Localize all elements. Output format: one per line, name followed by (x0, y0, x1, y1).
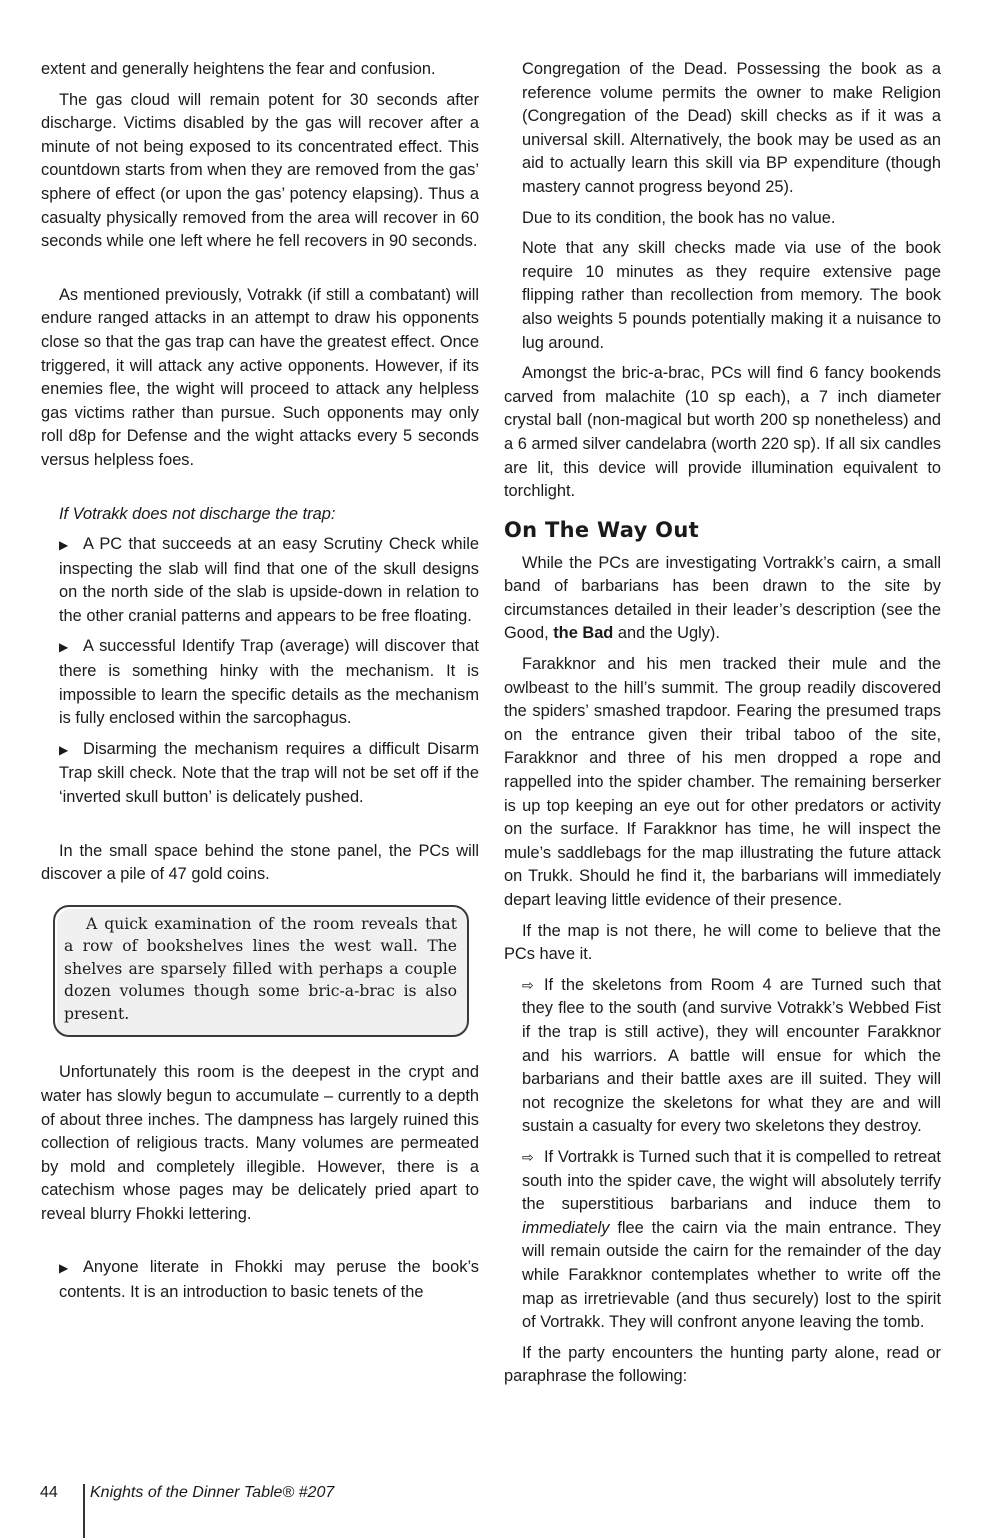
list-item-text: A successful Identify Trap (average) will discover that there is something hinky with the mechanism. It is impossible to learn the specific details as the mechanism is fully enclosed within the sarcophagus. (59, 637, 479, 728)
bullet-triangle-icon: ▶ (59, 1261, 69, 1276)
text-run: and the Ugly). (613, 624, 720, 643)
paragraph: Amongst the bric-a-brac, PCs will find 6 fancy bookends carved from malachite (10 sp each), a 7 inch diameter crystal ball (non-magical but worth 200 sp nonetheless) and a 6 armed silver candelabra (worth 220 sp). If all six candles are lit, this device will provide illumination equivalent to torchlight. (504, 364, 941, 501)
paragraph: Congregation of the Dead. Possessing the book as a reference volume permits the owner to make Religion (Congregation of the Dead) skill checks as if it was a universal skill. Alternatively, the book may be used as an aid to actually learn this skill via BP expenditure (though mastery cannot progress beyond 25). (522, 60, 941, 196)
bullet-triangle-icon: ▶ (59, 742, 69, 757)
list-item (522, 1146, 941, 1335)
bold-text: the Bad (553, 624, 614, 643)
paragraph: If the map is not there, he will come to believe that the PCs have it. (504, 921, 941, 964)
list-item (522, 974, 941, 1139)
list-item-text: If the skeletons from Room 4 are Turned such that they flee to the south (and survive Votrakk’s Webbed Fist if the trap is still active), they will encounter Farakknor and his warriors. A battle will ensue for which the barbarians and their battle axes are ill suited. They will not recognize the skeletons for what they are and will sustain a casualty for every two skeletons they destroy. (522, 975, 941, 1136)
footer-divider (83, 1484, 85, 1538)
section-heading: On The Way Out (504, 517, 699, 542)
paragraph: extent and generally heightens the fear and confusion. (41, 60, 436, 78)
italic-text: immediately (522, 1218, 610, 1237)
paragraph: As mentioned previously, Votrakk (if still a combatant) will endure ranged attacks in an attempt to draw his opponents close so that the gas trap can have the greatest effect. Once triggered, it will attack any active opponents. However, if its enemies flee, the wight will proceed to attack any helpless gas victims rather than pursue. Such opponents may only roll d8p for Defense and the wight attacks every 5 seconds versus helpless foes. (41, 285, 479, 469)
paragraph: Note that any skill checks made via use of the book require 10 minutes as they require extensive page flipping rather than recollection from memory. The book also weights 5 pounds potentially making it a nuisance to lug around. (522, 239, 941, 352)
read-aloud-box: A quick examination of the room reveals that a row of bookshelves lines the west wall. The shelves are sparsely filled with perhaps a couple dozen volumes though some bric-a-brac is also present. (53, 905, 469, 1038)
left-column (41, 58, 479, 1312)
publication-title: Knights of the Dinner Table® #207 (90, 1484, 335, 1501)
arrow-right-icon: ⇨ (522, 1148, 534, 1165)
paragraph: The gas cloud will remain potent for 30 seconds after discharge. Victims disabled by the gas will recover after a minute of not being exposed to its concentrated effect. This countdown starts from when they are removed from the gas’ sphere of effect (or upon the gas’ potency elapsing). Thus a casualty physically removed from the area will recover in 60 seconds while one left where he fell recovers in 90 seconds. (41, 90, 479, 251)
list-item (59, 635, 479, 730)
list-item (59, 1256, 479, 1304)
page-number: 44 (40, 1484, 58, 1501)
trap-subheading: If Votrakk does not discharge the trap: (59, 504, 336, 523)
list-item-text: Disarming the mechanism requires a difficult Disarm Trap skill check. Note that the trap will not be set off if the ‘inverted skull button’ is delicately pushed. (59, 739, 479, 807)
text-run: While the PCs are investigating Vortrakk’s cairn, a small band of barbarians has been drawn to the site by circumstances detailed in their leader’s description (see the Good, (504, 553, 941, 643)
list-item (59, 533, 479, 628)
paragraph: Unfortunately this room is the deepest in the crypt and water has slowly begun to accumulate – currently to a depth of about three inches. The dampness has largely ruined this collection of religious tracts. Many volumes are permeated by mold and completely illegible. However, there is a catechism whose pages may be delicately pried apart to reveal blurry Fhokki lettering. (41, 1063, 479, 1223)
right-column (504, 58, 941, 1396)
text-run: flee the cairn via the main entrance. They will remain outside the cairn for the remainder of the day while Farakknor contemplates whether to write off the map as irretrievable (and thus securely) lost to the spirit of Vortrakk. They will confront anyone leaving the tomb. (522, 1218, 941, 1332)
paragraph (504, 552, 941, 646)
paragraph: Due to its condition, the book has no value. (522, 208, 836, 227)
paragraph: In the small space behind the stone panel, the PCs will discover a pile of 47 gold coins. (41, 841, 479, 884)
arrow-right-icon: ⇨ (522, 976, 534, 993)
bullet-triangle-icon: ▶ (59, 640, 69, 655)
list-item (59, 738, 479, 810)
text-run: If Vortrakk is Turned such that it is compelled to retreat south into the spider cave, the wight will absolutely terrify the superstitious barbarians and induce them to (522, 1147, 941, 1214)
paragraph: If the party encounters the hunting party alone, read or paraphrase the following: (504, 1343, 941, 1386)
list-item-text: A PC that succeeds at an easy Scrutiny Check while inspecting the slab will find that one of the skull designs on the north side of the slab is upside-down in relation to the other cranial patterns and appears to be free floating. (59, 535, 479, 625)
paragraph: Farakknor and his men tracked their mule and the owlbeast to the hill’s summit. The group readily discovered the spiders’ smashed trapdoor. Fearing the presumed traps on the entrance given their tribal taboo of the site, Farakknor and three of his men dropped a rope and rappelled into the spider chamber. The remaining berserker is up top keeping an eye out for other predators or activity on the surface. If Farakknor has time, he will inspect the mule’s saddlebags for the map illustrating the future attack on Trukk. Should he find it, the barbarians will immediately depart leaving little evidence of their presence. (504, 655, 941, 909)
bullet-triangle-icon: ▶ (59, 538, 69, 553)
list-item-text: Anyone literate in Fhokki may peruse the book’s contents. It is an introduction to basic tenets of the (59, 1258, 479, 1302)
